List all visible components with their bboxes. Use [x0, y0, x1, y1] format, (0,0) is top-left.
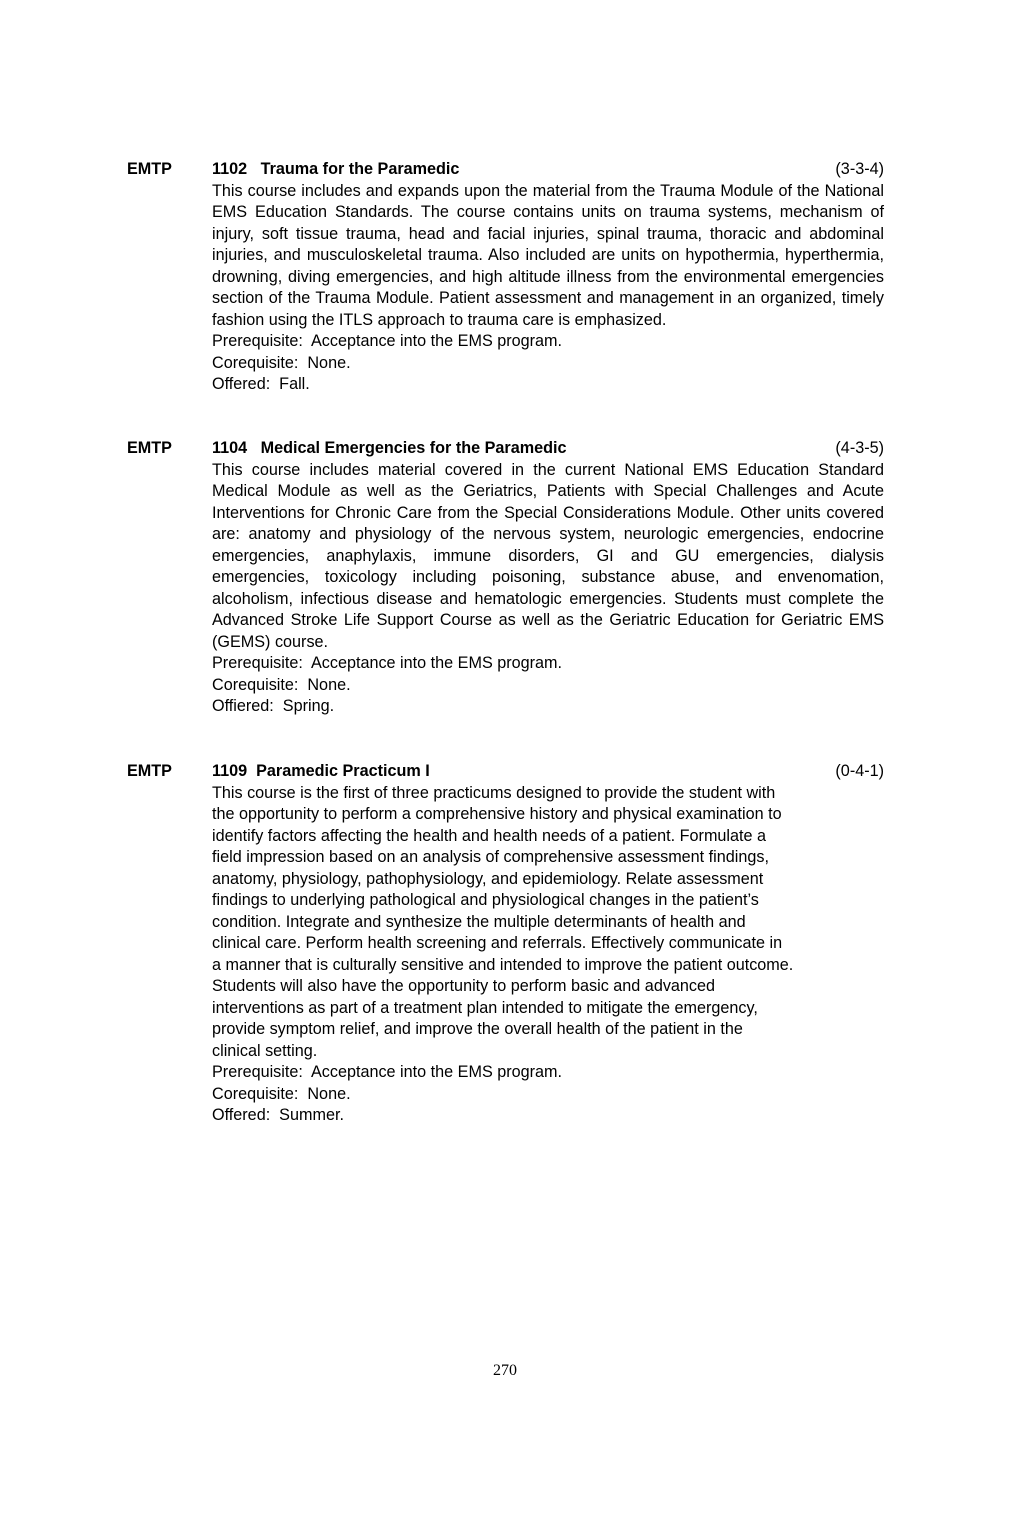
course-number-title: 1104 Medical Emergencies for the Paramedic	[212, 439, 567, 457]
course-description-line: identify factors affecting the health and health needs of a patient. Formulate a	[212, 826, 767, 845]
course-description-line: clinical care. Perform health screening and referrals. Effectively communicate in	[212, 934, 783, 952]
course-credits: (3-3-4)	[835, 160, 884, 178]
course-body	[212, 460, 884, 718]
course-entry-emtp-1104	[127, 438, 884, 718]
course-prerequisite: Prerequisite: Acceptance into the EMS program.	[212, 1063, 563, 1081]
course-heading	[127, 438, 884, 460]
course-description-line: the opportunity to perform a comprehensive history and physical examination to	[212, 805, 782, 823]
course-entry-emtp-1109	[127, 761, 884, 1127]
course-heading	[127, 159, 884, 181]
course-corequisite: Corequisite: None.	[212, 353, 351, 372]
course-corequisite: Corequisite: None.	[212, 675, 351, 694]
course-offered: Offered: Fall.	[212, 375, 310, 393]
course-body	[212, 783, 884, 1127]
course-prerequisite: Prerequisite: Acceptance into the EMS program.	[212, 332, 563, 350]
course-description-line: field impression based on an analysis of comprehensive assessment findings,	[212, 848, 769, 866]
course-subject: EMTP	[127, 160, 172, 178]
course-number-title: 1109 Paramedic Practicum I	[212, 762, 430, 780]
course-entry-emtp-1102	[127, 159, 884, 396]
course-number-title: 1102 Trauma for the Paramedic	[212, 160, 460, 178]
course-description-line: clinical setting.	[212, 1041, 318, 1060]
course-credits: (4-3-5)	[835, 439, 884, 457]
course-heading	[127, 761, 884, 783]
course-offered: Offiered: Spring.	[212, 697, 335, 715]
course-offered: Offered: Summer.	[212, 1106, 344, 1124]
course-description-line: condition. Integrate and synthesize the multiple determinants of health and	[212, 912, 746, 931]
course-credits: (0-4-1)	[835, 762, 884, 780]
course-description: This course includes and expands upon the material from the Trauma Module of the National EMS Education Standards. The course contains units on trauma systems, mechanism of injury, soft tissue trauma, head and facial injuries, spinal trauma, thoracic and abdominal injuries, and musculoskeletal trauma. Also included are units on hypothermia, hyperthermia, drowning, diving emergencies, and high altitude illness from the environmental emergencies section of the Trauma Module. Patient assessment and management in an organized, timely fashion using the ITLS approach to trauma care is emphasized.	[212, 181, 884, 329]
course-description-line: interventions as part of a treatment plan intended to mitigate the emergency,	[212, 998, 758, 1017]
course-description-line: provide symptom relief, and improve the overall health of the patient in the	[212, 1020, 743, 1038]
page-number: 270	[493, 1362, 517, 1379]
course-description-line: findings to underlying pathological and physiological changes in the patient’s	[212, 891, 759, 909]
course-corequisite: Corequisite: None.	[212, 1084, 351, 1103]
course-subject: EMTP	[127, 439, 172, 457]
course-subject: EMTP	[127, 762, 172, 780]
course-prerequisite: Prerequisite: Acceptance into the EMS program.	[212, 654, 563, 672]
course-description-line: Students will also have the opportunity to perform basic and advanced	[212, 977, 716, 995]
course-description-line: anatomy, physiology, pathophysiology, and epidemiology. Relate assessment	[212, 869, 764, 888]
course-description-line: This course is the first of three practicums designed to provide the student with	[212, 783, 776, 802]
course-body	[212, 181, 884, 396]
course-description: This course includes material covered in the current National EMS Education Standard Medical Module as well as the Geriatrics, Patients with Special Challenges and Acute Interventions for Chronic Care from the Special Considerations Module. Other units covered are: anatomy and physiology of the nervous system, neurologic emergencies, endocrine emergencies, anaphylaxis, immune disorders, GI and GU emergencies, dialysis emergencies, toxicology including poisoning, substance abuse, and envenomation, alcoholism, infectious disease and hematologic emergencies. Students must complete the Advanced Stroke Life Support Course as well as the Geriatric Education for Geriatric EMS (GEMS) course.	[212, 460, 884, 651]
course-description-line: a manner that is culturally sensitive and intended to improve the patient outcome.	[212, 955, 794, 974]
